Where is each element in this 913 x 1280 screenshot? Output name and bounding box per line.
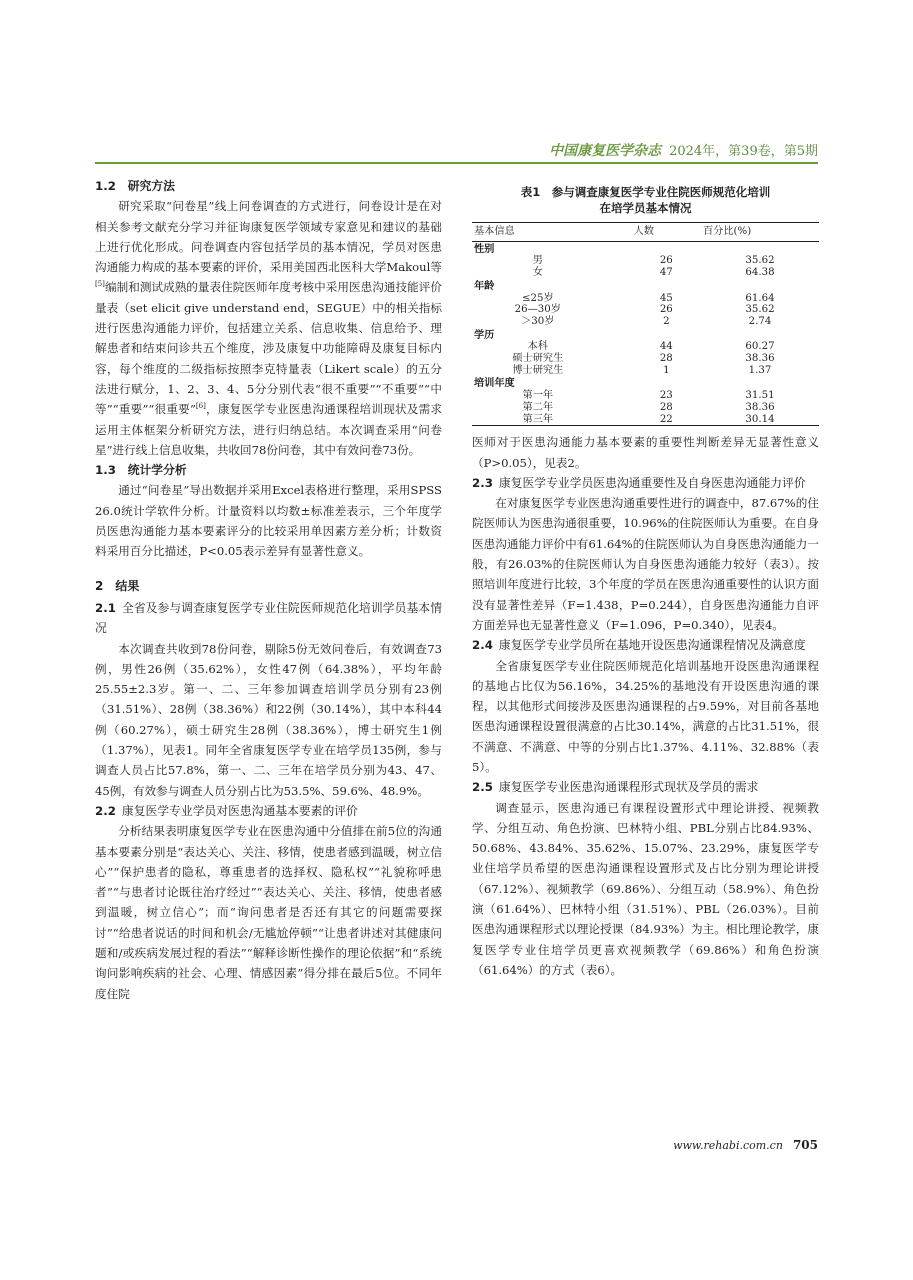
section-2-4-title: 2.4 康复医学专业学员所在基地开设医患沟通课程情况及满意度 [472, 638, 806, 653]
continued-paragraph: 医师对于医患沟通能力基本要素的重要性判断差异无显著性意义（P>0.05），见表2。 [472, 435, 819, 470]
section-2-2-paragraph: 分析结果表明康复医学专业在医患沟通中分值排在前5位的沟通基本要素分别是“表达关心、关注、移情，使患者感到温暖，树立信心”“保护患者的隐私，尊重患者的选择权、隐私权”“礼貌称呼患者”“与患者讨论既往治疗经过”“表达关心、关注、移情，使患者感到温暖，树立信心”；而“询问患者是否还有其它的问题需要探讨”“给患者说话的时间和机会/无尴尬停顿”“让患者讲述对其健康问题和/或疾病发展过程的看法”“解释诊断性操作的理论依据”和“系统询问影响疾病的社会、心理、情感因素”得分排在最后5位。不同年度住院 [95, 824, 442, 1001]
table-group-row: 性别 [474, 243, 495, 255]
journal-url: www.rehabi.com.cn [673, 1139, 783, 1152]
table-row: ＞30岁 2 2.74 [521, 315, 772, 327]
section-2-5-paragraph: 调查显示，医患沟通已有课程设置形式中理论讲授、视频教学、分组互动、角色扮演、巴林特小组、PBL分别占比84.93%、50.68%、43.84%、35.62%、15.07%、23.29%，康复医学专业住培学员希望的医患沟通课程设置形式及占比分别为理论讲授（67.12%）、视频教学（69.86%）、分组互动（58.9%）、角色扮演（61.64%）、巴林特小组（31.51%）、PBL（26.03%）。目前医患沟通课程形式以理论授课（84.93%）为主。相比理论教学，康复医学专业住培学员更喜欢视频教学（69.86%）和角色扮演（61.64%）的方式（表6）。 [472, 800, 819, 977]
table-row: 女 47 64.38 [532, 267, 775, 279]
running-header [549, 140, 818, 160]
table-group-row: 年龄 [474, 280, 495, 292]
table-row: 第三年 22 30.14 [472, 414, 819, 426]
section-2-title: 2 结果 [95, 578, 140, 593]
table-row: 男 26 35.62 [532, 255, 775, 267]
table-1-grid [472, 222, 819, 426]
section-1-3-title: 1.3 统计学分析 [95, 463, 187, 478]
column-header: 基本信息 [472, 223, 632, 242]
section-2-5-title: 2.5 康复医学专业医患沟通课程形式现状及学员的需求 [472, 780, 759, 795]
table-row: 硕士研究生 28 38.36 [512, 353, 775, 365]
left-column [95, 176, 442, 1004]
section-1-2-title: 1.2 研究方法 [95, 179, 175, 193]
section-2-3-paragraph: 在对康复医学专业医患沟通重要性进行的调查中，87.67%的住院医师认为医患沟通很重要，10.96%的住院医师认为重要。在自身医患沟通能力评价中有61.64%的住院医师认为自身医患沟通能力一般，有26.03%的住院医师认为自身医患沟通能力较好（表3）。按照培训年度进行比较，3个年度的学员在医患沟通重要性的认识方面没有显著性差异（F=1.438，P=0.244），自身医患沟通能力自评方面差异也无显著性意义（F=1.096，P=0.340），见表4。 [472, 496, 819, 632]
table-group-row: 培训年度 [474, 378, 515, 390]
section-2-1-paragraph: 本次调查共收到78份问卷，剔除5份无效问卷后，有效调查73例，男性26例（35.62%），女性47例（64.38%），平均年龄25.55±2.3岁。第一、二、三年参加调查培训学员分别有23例（31.51%）、28例（38.36%）和22例（30.14%），其中本科44例（60.27%），硕士研究生28例（38.36%），博士研究生1例（1.37%），见表1。同年全省康复医学专业在培学员135例，参与调查人员占比57.8%，第一、二、三年在培学员分别为43、47、45例，有效参与调查人员分别占比为53.5%、59.6%、48.9%。 [95, 641, 442, 798]
page-number: 705 [792, 1138, 818, 1152]
header-rule [95, 162, 818, 164]
table-row: 26—30岁 26 35.62 [514, 304, 775, 316]
section-1-2-paragraph: 研究采取“问卷星”线上问卷调查的方式进行，问卷设计是在对相关参考文献充分学习并征询康复医学领域专家意见和建议的基础上进行优化形成。问卷调查内容包括学员的基本情况，学员对医患沟通能力构成的基本要素的评价，采用美国西北医科大学Makoul等[5]编制和测试成熟的量表住院医师年度考核中采用医患沟通技能评价量表（set elicit give understand end，SEGUE）中的相关指标进行医患沟通能力评价，包括建立关系、信息收集、信息给予、理解患者和结束问诊共五个维度，涉及康复中功能障碍及康复目标内容，每个维度的二级指标按照李克特量表（Likert scale）的五分法进行赋分，1、2、3、4、5分分别代表“很不重要”“不重要”“中等”“重要”“很重要”[6]，康复医学专业医患沟通课程培训现状及需求运用主体框架分析研究方法，进行归纳总结。本次调查采用“问卷星”进行线上信息收集，共收回78份问卷，其中有效问卷73份。 [95, 199, 442, 457]
table-header-row [472, 223, 819, 242]
table-row: 第一年 23 31.51 [522, 390, 775, 402]
table-row: ≤25岁 45 61.64 [521, 292, 775, 304]
page-footer [673, 1138, 818, 1152]
section-2-3-title: 2.3 康复医学专业学员医患沟通重要性及自身医患沟通能力评价 [472, 475, 806, 490]
table-row: 本科 44 60.27 [527, 341, 775, 353]
table-group-row: 学历 [474, 329, 495, 341]
journal-name: 中国康复医学杂志 [549, 143, 662, 159]
section-2-4-paragraph: 全省康复医学专业住院医师规范化培训基地开设医患沟通课程的基地占比仅为56.16%，34.25%的基地没有开设医患沟通的课程，以其他形式间接涉及医患沟通课程的占9.59%，对目前各基地医患沟通课程设置很满意的占比30.14%，满意的占比31.51%，很不满意、不满意、中等的分别占比1.37%、4.11%、32.88%（表5）。 [472, 658, 819, 774]
table-1 [472, 184, 819, 426]
issue-info: 2024年，第39卷，第5期 [669, 144, 818, 159]
right-column [472, 176, 819, 980]
section-2-1-title: 2.1 全省及参与调查康复医学专业住院医师规范化培训学员基本情况 [95, 600, 442, 636]
column-header: 百分比(%) [701, 223, 819, 242]
table-1-caption: 表1 参与调查康复医学专业住院医师规范化培训 在培学员基本情况 [520, 185, 771, 215]
table-row: 第二年 28 38.36 [522, 401, 775, 413]
column-header: 人数 [632, 223, 701, 242]
section-1-3-paragraph: 通过“问卷星”导出数据并采用Excel表格进行整理，采用SPSS 26.0统计学软件分析。计量资料以均数±标准差表示，三个年度学员医患沟通能力基本要素评分的比较采用单因素方差分析；计数资料采用百分比描述，P<0.05表示差异有显著性意义。 [95, 483, 442, 559]
table-row: 博士研究生 1 1.37 [512, 364, 772, 376]
section-2-2-title: 2.2 康复医学专业学员对医患沟通基本要素的评价 [95, 803, 358, 818]
